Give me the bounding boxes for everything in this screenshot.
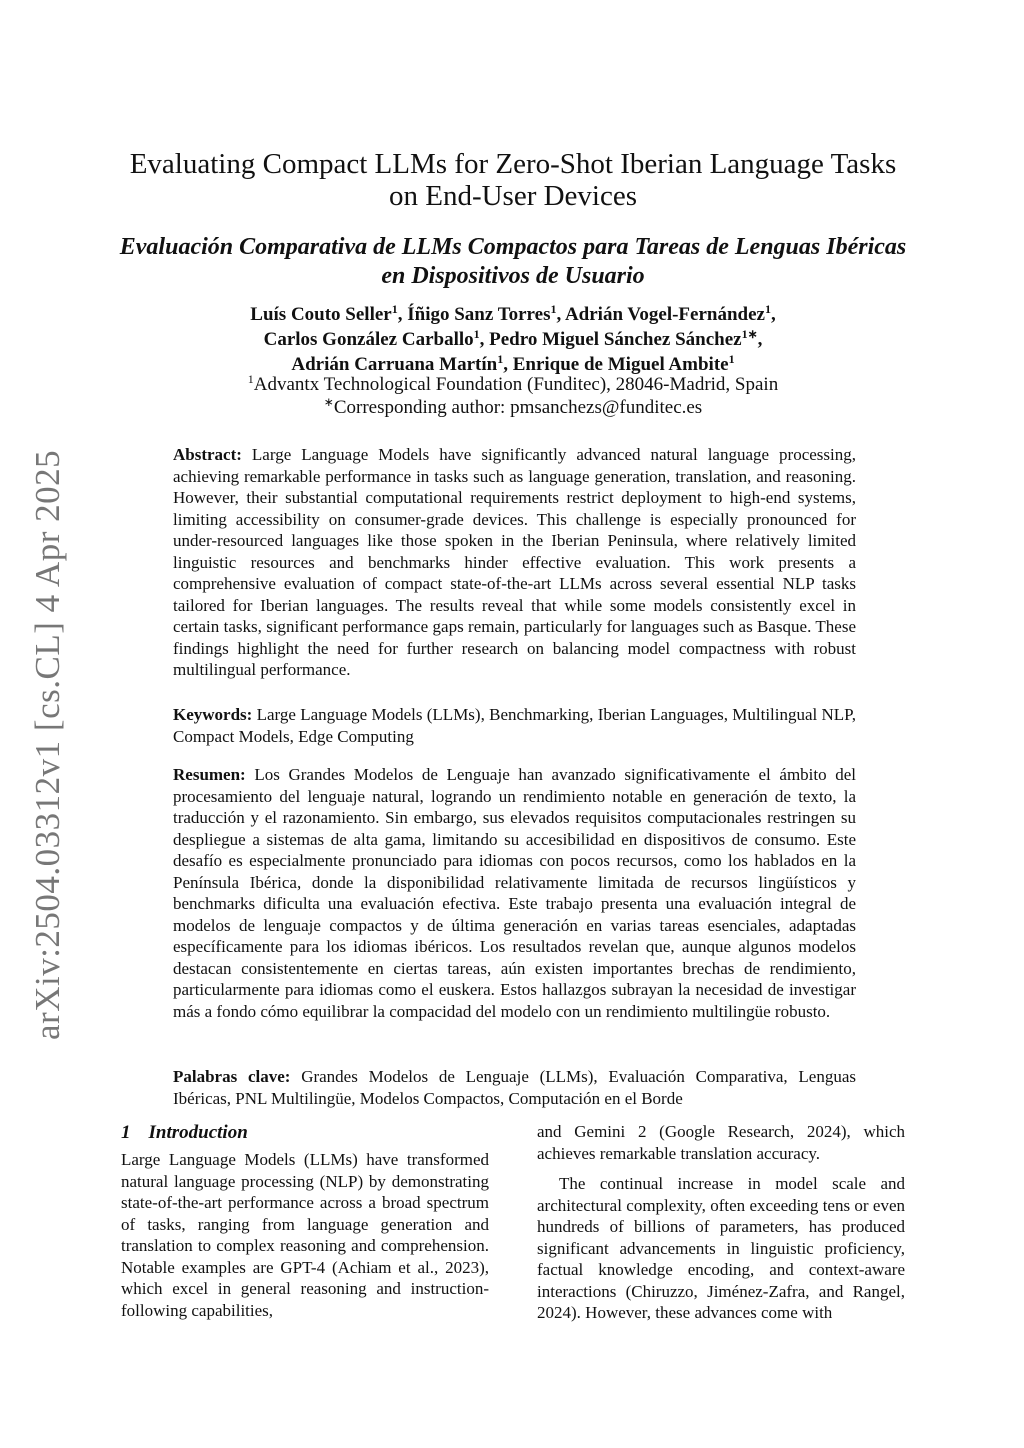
author-name: Adrián Vogel-Fernández [564,304,765,325]
author-name: Adrián Carruana Martín [291,354,498,375]
left-column [121,1121,489,1321]
affiliation-mark: 1 [764,302,771,316]
affiliation-block [120,373,906,419]
author-name: Carlos González Carballo [263,329,474,350]
keywords-section [173,704,856,747]
corresponding-mark: ∗ [323,395,334,409]
affiliation-mark: 1 [473,327,480,341]
affiliation-mark: 1 [391,302,398,316]
affiliation-mark: 1 [497,352,504,366]
affiliation-mark: 1 [728,352,735,366]
section-title: Introduction [148,1122,248,1143]
affiliation-mark: 1 [247,372,254,386]
keywords-text: Large Language Models (LLMs), Benchmarking, Iberian Languages, Multilingual NLP, Compact Models, Edge Computing [173,705,857,746]
right-column [537,1121,905,1324]
resumen-label: Resumen: [173,765,246,784]
author-name: Pedro Miguel Sánchez Sánchez [489,329,742,350]
author-list: Luís Couto Seller$^1$, Íñigo Sanz Torres$^1$, Adrián Vogel-Fernández$^1$, Carlos González Carballo$^1$, Pedro Miguel Sánchez Sánchez$^{1∗}$, Adrián Carruana Martín$^1$, Enrique de Miguel Ambite$^1$ [250,302,776,375]
palabras-clave-label: Palabras clave: [173,1067,291,1086]
section-number: 1 [121,1122,131,1143]
intro-paragraph-1: Large Language Models (LLMs) have transformed natural language processing (NLP) by demonstrating state-of-the-art performance across a broad spectrum of tasks, ranging from language generation and translation to complex reasoning and comprehension. Notable examples are GPT-4 (Achiam et al., 2023), which excel in general reasoning and instruction-following capabilities, [121,1150,489,1320]
arxiv-identifier-stamp: arXiv:2504.03312v1 [cs.CL] 4 Apr 2025 [28,449,67,1040]
author-name: Íñigo Sanz Torres [407,304,551,325]
abstract-text: Large Language Models have significantly advanced natural language processing, achieving remarkable performance in tasks such as language generation, translation, and reasoning. However, their substantial computational requirements restrict deployment to high-end systems, limiting accessibility on consumer-grade devices. This challenge is especially pronounced for under-resourced languages like those spoken in the Iberian Peninsula, where relatively limited linguistic resources and benchmarks hinder effective evaluation. This work presents a comprehensive evaluation of compact state-of-the-art LLMs across several essential NLP tasks tailored for Iberian languages. The results reveal that while some models consistently excel in certain tasks, significant performance gaps remain, particularly for languages such as Basque. These findings highlight the need for further research on balancing model compactness with robust multilingual performance. [173,445,856,679]
corresponding-author-line: ∗Corresponding author: pmsanchezs@funditec.es [323,395,703,418]
keywords-label: Keywords: [173,705,253,724]
paper-subtitle-spanish: Evaluación Comparativa de LLMs Compactos para Tareas de Lenguas Ibéricas en Dispositivos de Usuario [119,234,907,289]
affiliation-mark: 1 [550,302,557,316]
author-name: Enrique de Miguel Ambite [512,354,729,375]
abstract-section [173,444,856,681]
affiliation-line: $^1$Advantx Technological Foundation (Funditec), 28046-Madrid, Spain [247,372,779,395]
resumen-text: Los Grandes Modelos de Lenguaje han avanzado significativamente el ámbito del procesamiento del lenguaje natural, logrando un rendimiento notable en generación de texto, la traducción y el razonamiento. Sin embargo, sus elevados requisitos computacionales restringen su despliegue a sistemas de alta gama, limitando su accesibilidad en dispositivos de consumo. Este desafío es especialmente pronunciado para idiomas con pocos recursos, como los hablados en la Península Ibérica, donde la disponibilidad relativamente limitada de recursos lingüísticos y benchmarks dificulta una evaluación efectiva. Este trabajo presenta una evaluación integral de modelos de lenguaje compactos y de última generación en varias tareas esenciales, adaptadas específicamente para los idiomas ibéricos. Los resultados revelan que, aunque algunos modelos destacan consistentemente en ciertas tareas, aún existen importantes brechas de rendimiento, particularmente para idiomas como el euskera. Estos hallazgos subrayan la necesidad de investigar más a fondo cómo equilibrar la compacidad del modelo con un rendimiento multilingüe robusto. [173,765,857,1021]
palabras-clave-section [173,1066,856,1109]
palabras-clave-text: Grandes Modelos de Lenguaje (LLMs), Evaluación Comparativa, Lenguas Ibéricas, PNL Multilingüe, Modelos Compactos, Computación en el Borde [173,1067,857,1108]
paper-title: Evaluating Compact LLMs for Zero-Shot Iberian Language Tasks on End-User Devices [129,148,897,212]
resumen-section [173,764,856,1022]
section-heading-introduction [121,1121,489,1145]
intro-paragraph-1-continued: and Gemini 2 (Google Research, 2024), which achieves remarkable translation accuracy. [537,1122,905,1163]
author-name: Luís Couto Seller [250,304,392,325]
abstract-label: Abstract: [173,445,242,464]
affiliation-mark: 1∗ [741,327,758,341]
intro-paragraph-2: The continual increase in model scale and architectural complexity, often exceeding tens or even hundreds of billions of parameters, has produced significant advancements in linguistic proficiency, factual knowledge encoding, and context-aware interactions (Chiruzzo, Jiménez-Zafra, and Rangel, 2024). However, these advances come with [537,1174,905,1322]
